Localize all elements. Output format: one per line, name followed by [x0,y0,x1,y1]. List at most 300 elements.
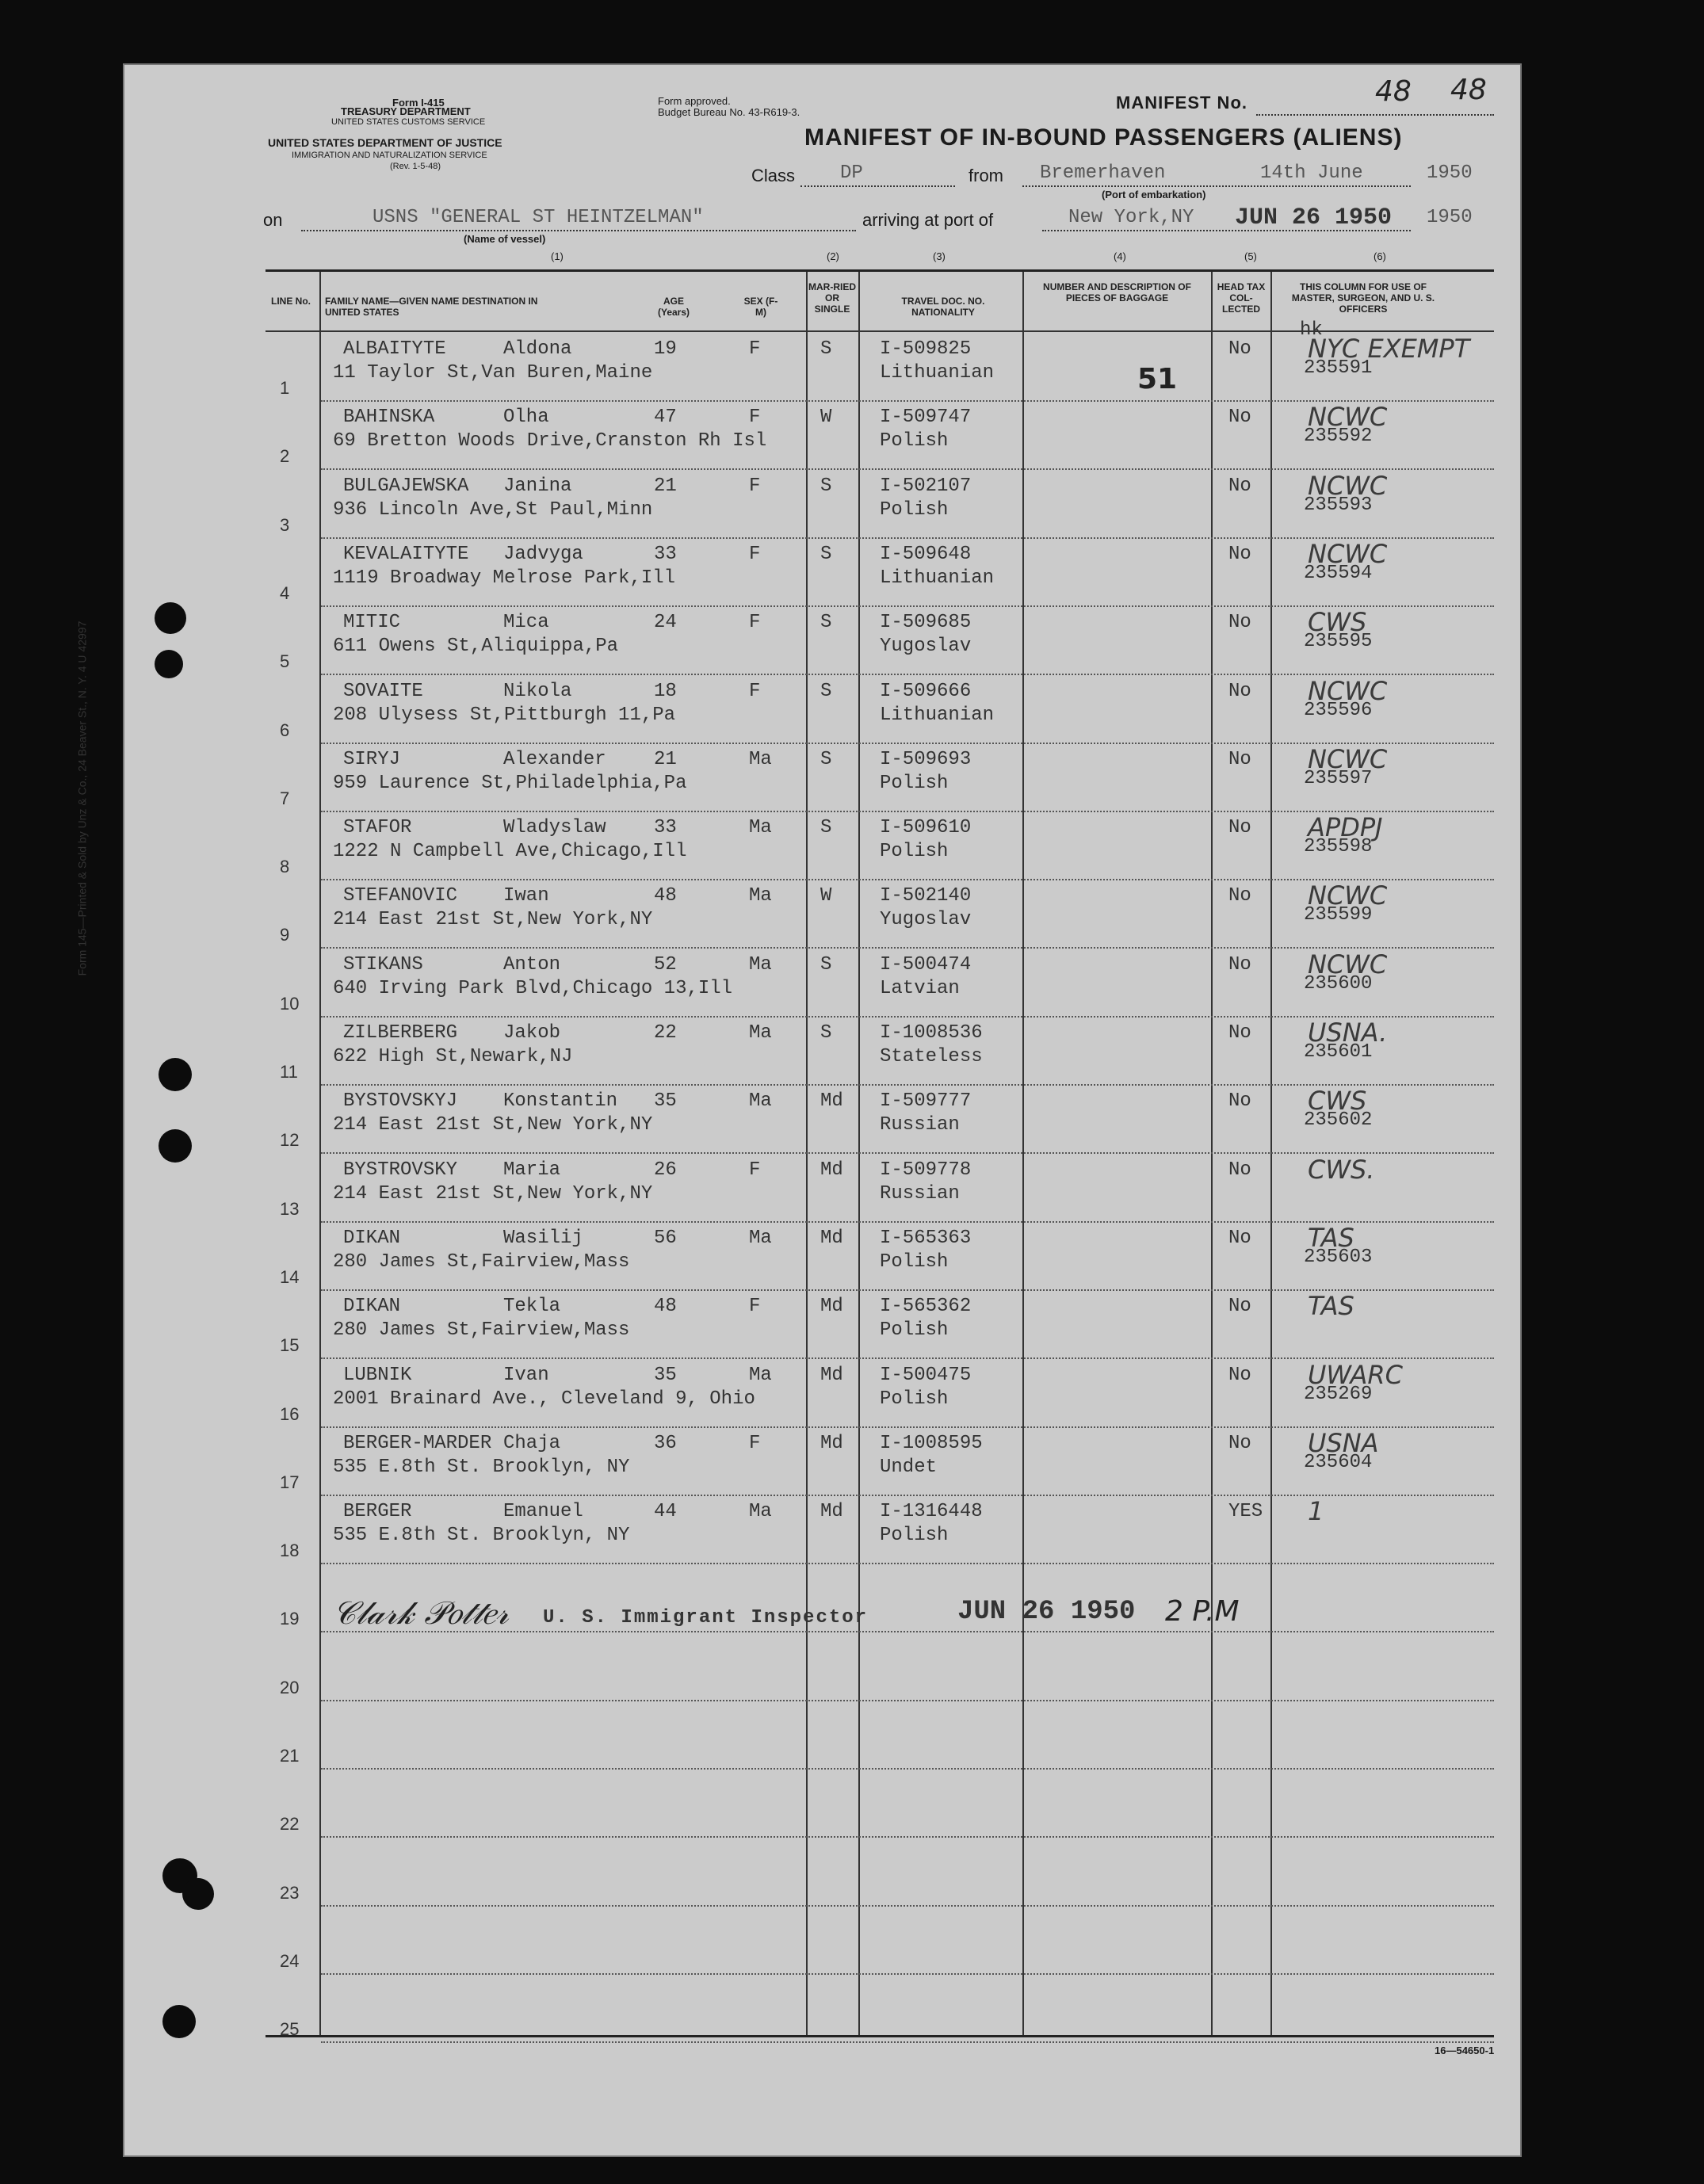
nationality: Polish [880,498,949,521]
sex: F [749,407,761,429]
nationality: Lithuanian [880,704,995,726]
marital-status: S [820,338,832,360]
family-name: LUBNIK [343,1364,412,1386]
age: 56 [654,1227,677,1249]
given-name: Tekla [503,1296,561,1318]
given-name: Chaja [503,1432,561,1454]
footer-code: 16—54650-1 [1435,2045,1495,2056]
line-number: 21 [280,1746,300,1766]
family-name: KEVALAITYTE [343,543,469,565]
sex: Ma [749,885,772,907]
class-label: Class [751,166,796,185]
official-notation: CWS [1308,1086,1367,1117]
form-revision: (Rev. 1-5-48) [390,162,441,171]
official-number: 235591 [1304,357,1373,379]
marital-status: S [820,748,832,770]
table-row [266,402,1494,470]
line-number: 9 [280,925,290,945]
family-name: BERGER-MARDER [343,1432,492,1454]
inspector-title: U. S. Immigrant Inspector [543,1607,869,1628]
destination-address: 622 High St,Newark,NJ [333,1046,573,1067]
table-row [266,1975,1494,2043]
head-tax: No [1228,1022,1251,1044]
sex: Ma [749,817,772,839]
nationality: Lithuanian [880,362,995,384]
table-row [266,1907,1494,1975]
given-name: Mica [503,612,549,634]
punch-hole [182,1878,214,1910]
official-notation: NCWC [1308,402,1388,433]
page-title: MANIFEST OF IN-BOUND PASSENGERS (ALIENS) [804,124,1403,151]
official-notation: USNA. [1308,1018,1388,1048]
line-number: 5 [280,651,290,672]
age: 47 [654,407,677,429]
given-name: Janina [503,475,572,497]
col-official-use: THIS COLUMN FOR USE OF MASTER, SURGEON, AND U. S. OFFICERS [1291,281,1435,315]
given-name: Nikola [503,680,572,702]
col-line-no: LINE No. [271,296,311,307]
table-row [266,676,1494,744]
column-number: (3) [933,250,946,262]
head-tax: No [1228,407,1251,429]
official-notation: NCWC [1308,538,1388,569]
marital-status: S [820,680,832,702]
dept-ins: IMMIGRATION AND NATURALIZATION SERVICE [292,151,487,160]
table-row [266,1360,1494,1428]
destination-address: 535 E.8th St. Brooklyn, NY [333,1525,630,1547]
travel-doc-no: I-509777 [880,1090,972,1113]
head-tax: No [1228,1090,1251,1113]
official-number: 235593 [1304,494,1373,516]
travel-doc-no: I-500474 [880,953,972,976]
line-number: 16 [280,1403,300,1424]
head-tax: No [1228,680,1251,702]
line-number: 2 [280,446,290,467]
destination-address: 640 Irving Park Blvd,Chicago 13,Ill [333,977,733,999]
line-number: 22 [280,1814,300,1835]
destination-address: 936 Lincoln Ave,St Paul,Minn [333,498,653,521]
travel-doc-no: I-502107 [880,475,972,497]
punch-hole [155,602,186,634]
official-notation: APDPJ [1308,812,1383,843]
official-notation: CWS [1308,607,1367,638]
official-number: 235602 [1304,1109,1373,1132]
travel-doc-no: I-565363 [880,1227,972,1249]
vessel-line [301,230,856,231]
given-name: Alexander [503,748,606,770]
line-number: 11 [280,1062,298,1082]
baggage-count: 51 [1137,363,1178,395]
dept-customs: UNITED STATES CUSTOMS SERVICE [331,117,486,127]
nationality: Russian [880,1182,960,1205]
destination-address: 611 Owens St,Aliquippa,Pa [333,636,619,658]
head-tax: No [1228,748,1251,770]
table-row [266,1770,1494,1838]
official-number: 235594 [1304,562,1373,584]
head-tax: No [1228,953,1251,976]
destination-address: 535 E.8th St. Brooklyn, NY [333,1456,630,1478]
sex: F [749,612,761,634]
col-head-tax: HEAD TAX COL-LECTED [1217,281,1266,315]
age: 48 [654,885,677,907]
dept-treasury: TREASURY DEPARTMENT [341,105,471,117]
line-number: 4 [280,582,290,603]
arriving-label: arriving at port of [862,210,994,230]
sex: Ma [749,748,772,770]
family-name: BYSTOVSKYJ [343,1090,458,1113]
age: 22 [654,1022,677,1044]
col-married: MAR-RIED OR SINGLE [808,281,856,315]
printer-imprint: Form 145—Printed & Sold by Unz & Co., 24 Beaver St., N. Y. 4 U 42997 [75,620,89,976]
table-row [266,1223,1494,1291]
punch-hole [162,2005,196,2038]
col-sex: SEX (F-M) [743,296,778,318]
marital-status: Md [820,1296,843,1318]
line-number: 1 [280,378,290,398]
official-number: 235598 [1304,836,1373,858]
sex: F [749,680,761,702]
marital-status: S [820,1022,832,1044]
head-tax: No [1228,338,1251,360]
travel-doc-no: I-509610 [880,817,972,839]
table-row [266,1018,1494,1086]
line-number: 18 [280,1541,300,1561]
line-number: 8 [280,857,290,877]
line-number: 13 [280,1198,300,1219]
head-tax: YES [1228,1501,1263,1523]
destination-address: 280 James St,Fairview,Mass [333,1250,630,1273]
dept-justice: UNITED STATES DEPARTMENT OF JUSTICE [268,136,502,149]
official-notation: TAS [1308,1222,1354,1253]
head-tax: No [1228,1296,1251,1318]
table-row [266,1838,1494,1907]
official-notation: UWARC [1308,1359,1403,1390]
nationality: Yugoslav [880,909,972,931]
passenger-table [266,269,1494,2040]
head-tax: No [1228,543,1251,565]
age: 33 [654,543,677,565]
official-notation: NCWC [1308,470,1388,501]
given-name: Olha [503,407,549,429]
official-number: 235600 [1304,972,1373,995]
official-notation: NCWC [1308,880,1388,911]
line-number: 12 [280,1130,300,1151]
line-number: 10 [280,993,300,1014]
nationality: Latvian [880,977,960,999]
family-name: BAHINSKA [343,407,435,429]
nationality: Polish [880,430,949,452]
travel-doc-no: I-500475 [880,1364,972,1386]
destination-address: 208 Ulysess St,Pittburgh 11,Pa [333,704,676,726]
head-tax: No [1228,817,1251,839]
travel-doc-no: I-1008536 [880,1022,983,1044]
family-name: DIKAN [343,1227,401,1249]
column-number: (1) [551,250,564,262]
given-name: Aldona [503,338,572,360]
sex: F [749,338,761,360]
official-notation: NYC EXEMPT [1308,334,1470,364]
vessel-name: USNS "GENERAL ST HEINTZELMAN" [373,207,704,228]
class-line [800,185,955,187]
from-line [1022,185,1411,187]
destination-address: 11 Taylor St,Van Buren,Maine [333,362,653,384]
table-row [266,334,1494,402]
destination-address: 214 East 21st St,New York,NY [333,909,653,931]
family-name: DIKAN [343,1296,401,1318]
marital-status: S [820,612,832,634]
budget-bureau: Budget Bureau No. 43-R619-3. [658,106,800,118]
official-number: 235599 [1304,904,1373,926]
col-age: AGE (Years) [657,296,690,318]
age: 52 [654,953,677,976]
age: 35 [654,1090,677,1113]
nationality: Polish [880,1250,949,1273]
official-notation: 1 [1308,1496,1324,1527]
marital-status: W [820,885,832,907]
line-number: 17 [280,1472,300,1492]
age: 33 [654,817,677,839]
age: 44 [654,1501,677,1523]
sex: F [749,475,761,497]
destination-address: 1119 Broadway Melrose Park,Ill [333,567,676,589]
row-separator [321,2041,1494,2043]
head-tax: No [1228,1227,1251,1249]
marital-status: Md [820,1159,843,1181]
travel-doc-no: I-509747 [880,407,972,429]
column-number: (6) [1374,250,1386,262]
sex: Ma [749,1227,772,1249]
manifest-number: 48 [1375,75,1412,108]
official-notation: NCWC [1308,743,1388,774]
destination-address: 214 East 21st St,New York,NY [333,1114,653,1136]
line-number: 6 [280,720,290,740]
official-number: 235595 [1304,631,1373,653]
head-tax: No [1228,885,1251,907]
family-name: BERGER [343,1501,412,1523]
travel-doc-no: I-565362 [880,1296,972,1318]
embarkation-date: 14th June [1260,162,1363,184]
marital-status: S [820,475,832,497]
given-name: Maria [503,1159,561,1181]
table-row [266,1155,1494,1223]
travel-doc-no: I-509778 [880,1159,972,1181]
head-tax: No [1228,1364,1251,1386]
line-number: 25 [280,2019,300,2040]
travel-doc-no: I-509685 [880,612,972,634]
port-of-embarkation: Bremerhaven [1040,162,1166,184]
table-row [266,949,1494,1018]
sex: F [749,1432,761,1454]
arrival-port: New York,NY [1068,207,1194,228]
family-name: SOVAITE [343,680,423,702]
sex: Ma [749,1022,772,1044]
sex: Ma [749,1364,772,1386]
line-number: 3 [280,514,290,535]
on-label: on [263,210,283,230]
given-name: Jadvyga [503,543,583,565]
table-row [266,1633,1494,1701]
punch-hole [155,650,183,678]
port-caption: (Port of embarkation) [1102,189,1206,200]
col-baggage: NUMBER AND DESCRIPTION OF PIECES OF BAGGAGE [1043,281,1191,304]
arrival-year: 1950 [1427,207,1473,228]
table-row [266,744,1494,812]
destination-address: 2001 Brainard Ave., Cleveland 9, Ohio [333,1388,755,1410]
given-name: Wasilij [503,1227,583,1249]
line-number: 15 [280,1335,300,1356]
nationality: Undet [880,1456,938,1478]
table-row [266,471,1494,539]
punch-hole [159,1129,192,1163]
nationality: Yugoslav [880,636,972,658]
official-number: 235604 [1304,1451,1373,1473]
official-number: 235592 [1304,426,1373,448]
manifest-no-line [1256,114,1494,116]
table-row [266,880,1494,949]
embarkation-year: 1950 [1427,162,1473,184]
given-name: Iwan [503,885,549,907]
table-row [266,1291,1494,1359]
family-name: BYSTROVSKY [343,1159,458,1181]
table-row [266,1701,1494,1770]
given-name: Konstantin [503,1090,618,1113]
official-number: 235603 [1304,1246,1373,1268]
official-number: 235597 [1304,767,1373,789]
age: 26 [654,1159,677,1181]
travel-doc-no: I-509693 [880,748,972,770]
destination-address: 69 Bretton Woods Drive,Cranston Rh Isl [333,430,767,452]
family-name: BULGAJEWSKA [343,475,469,497]
destination-address: 280 James St,Fairview,Mass [333,1319,630,1342]
nationality: Polish [880,772,949,794]
inspection-time: 2 P.M [1165,1595,1240,1628]
table-row [266,1086,1494,1154]
col-travel-doc: TRAVEL DOC. NO. NATIONALITY [901,296,985,318]
destination-address: 959 Laurence St,Philadelphia,Pa [333,772,687,794]
vessel-caption: (Name of vessel) [464,233,546,245]
travel-doc-no: I-509825 [880,338,972,360]
marital-status: S [820,817,832,839]
family-name: ZILBERBERG [343,1022,458,1044]
given-name: Ivan [503,1364,549,1386]
age: 18 [654,680,677,702]
official-number: 235596 [1304,699,1373,721]
sex: Ma [749,953,772,976]
office-notation: hk [1300,319,1323,341]
form-approved: Form approved. [658,95,731,107]
sex: F [749,543,761,565]
arrival-date-stamp: JUN 26 1950 [1235,204,1393,231]
official-notation: NCWC [1308,675,1388,706]
form-number: Form I-415 [392,97,445,109]
line-number: 14 [280,1266,300,1287]
table-row [266,812,1494,880]
head-tax: No [1228,1432,1251,1454]
age: 48 [654,1296,677,1318]
age: 19 [654,338,677,360]
class-value: DP [840,162,863,184]
marital-status: Md [820,1090,843,1113]
table-row [266,607,1494,675]
nationality: Polish [880,841,949,863]
travel-doc-no: I-1008595 [880,1432,983,1454]
marital-status: Md [820,1364,843,1386]
line-number: 23 [280,1882,300,1903]
marital-status: S [820,953,832,976]
family-name: STIKANS [343,953,423,976]
destination-address: 214 East 21st St,New York,NY [333,1182,653,1205]
marital-status: S [820,543,832,565]
nationality: Stateless [880,1046,983,1067]
official-notation: NCWC [1308,949,1388,979]
marital-status: Md [820,1501,843,1523]
travel-doc-no: I-1316448 [880,1501,983,1523]
inspection-date-stamp: JUN 26 1950 [957,1597,1136,1627]
age: 36 [654,1432,677,1454]
sex: Ma [749,1501,772,1523]
travel-doc-no: I-509648 [880,543,972,565]
age: 21 [654,748,677,770]
family-name: STAFOR [343,817,412,839]
nationality: Polish [880,1319,949,1342]
family-name: ALBAITYTE [343,338,446,360]
nationality: Russian [880,1114,960,1136]
line-number: 24 [280,1950,300,1971]
head-tax: No [1228,612,1251,634]
sex: Ma [749,1090,772,1113]
family-name: STEFANOVIC [343,885,458,907]
marital-status: Md [820,1227,843,1249]
official-number: 235269 [1304,1383,1373,1405]
travel-doc-no: I-502140 [880,885,972,907]
age: 35 [654,1364,677,1386]
table-row [266,1496,1494,1564]
given-name: Emanuel [503,1501,583,1523]
sex: F [749,1159,761,1181]
marital-status: W [820,407,832,429]
column-number: (4) [1114,250,1126,262]
column-number: (2) [827,250,839,262]
table-row [266,539,1494,607]
punch-hole [159,1058,192,1091]
official-number: 235601 [1304,1041,1373,1063]
nationality: Polish [880,1388,949,1410]
head-tax: No [1228,1159,1251,1181]
age: 21 [654,475,677,497]
table-row [266,1428,1494,1496]
given-name: Anton [503,953,561,976]
official-notation: CWS. [1308,1154,1375,1185]
official-notation: TAS [1308,1291,1354,1322]
column-number: (5) [1244,250,1257,262]
line-number: 20 [280,1677,300,1697]
family-name: MITIC [343,612,401,634]
nationality: Lithuanian [880,567,995,589]
marital-status: Md [820,1432,843,1454]
destination-address: 1222 N Campbell Ave,Chicago,Ill [333,841,687,863]
official-notation: USNA [1308,1427,1379,1458]
manifest-number-handwritten: 48 [1450,74,1487,106]
given-name: Jakob [503,1022,561,1044]
sex: F [749,1296,761,1318]
head-tax: No [1228,475,1251,497]
inspector-signature: 𝒞𝓁𝒶𝓇𝓀 𝒫𝑜𝓉𝓉𝑒𝓇 [333,1595,509,1632]
from-label: from [969,166,1003,185]
age: 24 [654,612,677,634]
col-name-destination: FAMILY NAME—GIVEN NAME DESTINATION IN UNITED STATES [325,296,538,318]
line-number: 19 [280,1609,300,1629]
given-name: Wladyslaw [503,817,606,839]
